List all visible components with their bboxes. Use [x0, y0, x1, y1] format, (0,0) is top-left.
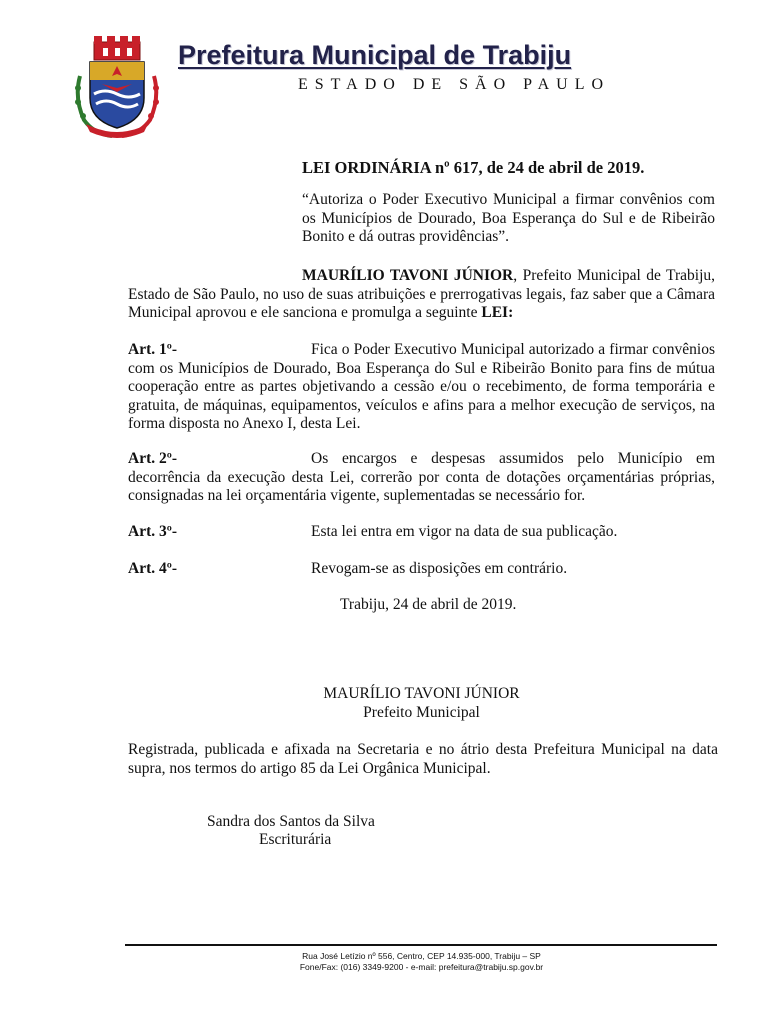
article-4	[128, 560, 715, 579]
article-label: Art. 3º-	[128, 523, 178, 540]
article-label: Art. 1º-	[128, 341, 178, 358]
article-3	[128, 523, 715, 542]
clerk-name: Sandra dos Santos da Silva	[207, 813, 375, 830]
coat-of-arms-icon	[72, 36, 162, 140]
article-label: Art. 2º-	[128, 450, 178, 467]
signatory-name: MAURÍLIO TAVONI JÚNIOR	[323, 685, 520, 702]
preamble	[128, 267, 715, 323]
article-text: Esta lei entra em vigor na data de sua publicação.	[311, 523, 618, 540]
clerk-role: Escriturária	[259, 831, 332, 848]
article-text: Fica o Poder Executivo Municipal autorizado a firmar convênios com os Municípios de Dourado, Boa Esperança do Sul e Ribeirão Bonito para fins de mútua cooperação entre as partes objetivando a cessão e/ou o recebimento, de forma temporária e gratuita, de máquinas, equipamentos, veículos e afins para a melhor execução de serviços, na forma disposta no Anexo I, desta Lei.	[128, 341, 715, 432]
municipality-title: Prefeitura Municipal de Trabiju	[178, 40, 572, 70]
footer-divider	[125, 944, 717, 946]
article-text: Revogam-se as disposições em contrário.	[311, 560, 568, 577]
preamble-law-word: LEI:	[481, 304, 514, 321]
law-title: LEI ORDINÁRIA nº 617, de 24 de abril de 2019.	[302, 158, 645, 177]
signatory-role: Prefeito Municipal	[363, 704, 480, 721]
place-date: Trabiju, 24 de abril de 2019.	[340, 596, 517, 613]
footer-contact: Fone/Fax: (016) 3349-9200 - e-mail: prefeitura@trabiju.sp.gov.br	[299, 962, 544, 972]
preamble-text: , Prefeito Municipal de Trabiju, Estado de São Paulo, no uso de suas atribuições e prerrogativas legais, faz saber que a Câmara Municipal aprovou e ele sanciona e promulga a seguinte	[128, 267, 716, 321]
mayor-name: MAURÍLIO TAVONI JÚNIOR	[302, 267, 514, 284]
footer-address: Rua José Letízio nº 556, Centro, CEP 14.935-000, Trabiju – SP	[302, 951, 541, 961]
article-text: Os encargos e despesas assumidos pelo Município em decorrência da execução desta Lei, correrão por conta de dotações orçamentárias próprias, consignadas na lei orçamentária vigente, suplementadas se necessário for.	[128, 450, 715, 504]
article-1	[128, 341, 715, 434]
article-label: Art. 4º-	[128, 560, 178, 577]
state-subtitle: ESTADO DE SÃO PAULO	[298, 76, 611, 93]
registry-note: Registrada, publicada e afixada na Secretaria e no átrio desta Prefeitura Municipal na data supra, nos termos do artigo 85 da Lei Orgânica Municipal.	[128, 741, 718, 777]
article-2	[128, 450, 715, 506]
law-summary: “Autoriza o Poder Executivo Municipal a firmar convênios com os Municípios de Dourado, Boa Esperança do Sul e de Ribeirão Bonito e dá outras providências”.	[302, 191, 715, 245]
